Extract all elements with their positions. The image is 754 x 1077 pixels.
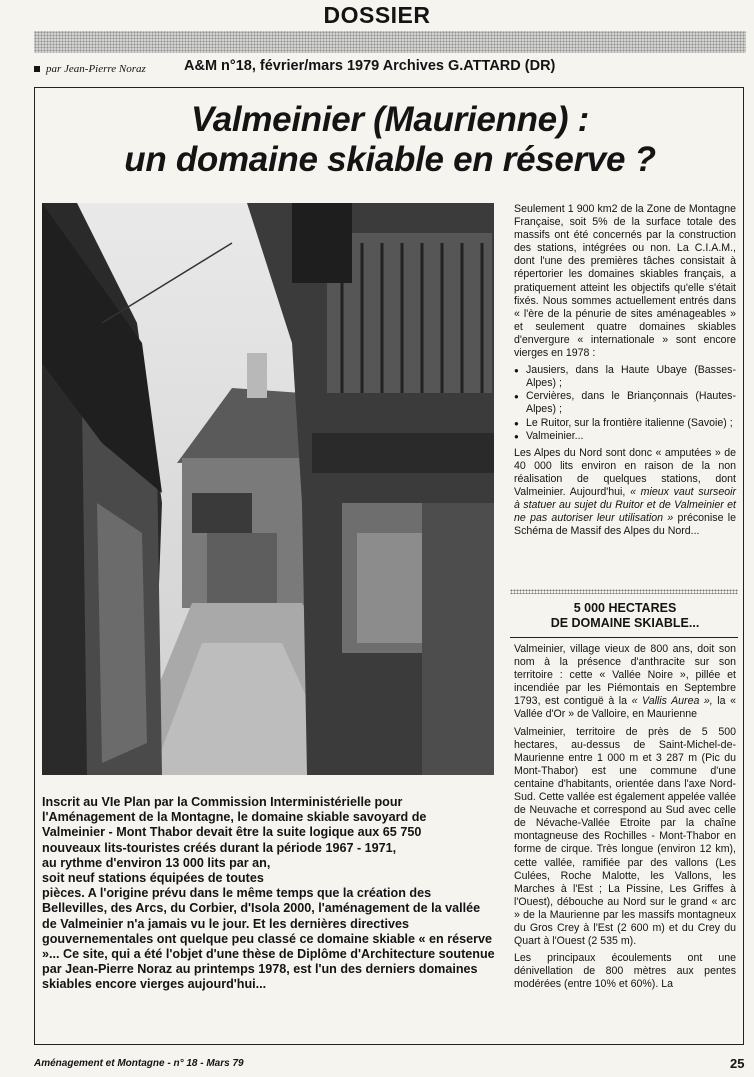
village-paragraph [514, 643, 736, 722]
alps-text-end: préconise le Schéma de Massif des Alpes du Nord... [514, 512, 736, 538]
vallis-aurea: « Vallis Aurea », [631, 695, 713, 708]
intro-paragraph: Seulement 1 900 km2 de la Zone de Montagne Française, soit 5% de la surface totale des massifs ont été concernés par la construction des stations, intégrées ou non. La C.I.A.M., dont l'une des premières tâches consistait à répertorier les domaines skiables français, a pratiquement atteint les objectifs qu'elle s'était fixés. Nous sommes actuellement entrés dans « l'ère de la pénurie de sites aménageables » et seulement quatre domaines skiables d'envergure « internationale » sont encore vierges en 1978 : [514, 203, 736, 360]
list-item: ● Jausiers, dans la Haute Ubaye (Basses-Alpes) ; [514, 364, 736, 390]
caption-line: Inscrit au VIe Plan par la Commission Interministérielle pour [42, 795, 403, 809]
subheading-rule [510, 637, 738, 638]
byline [34, 63, 146, 75]
subheading [514, 601, 736, 631]
ski-areas-list [514, 364, 736, 443]
caption-line: au rythme d'environ 13 000 lits par an, [42, 855, 271, 870]
square-bullet-icon [34, 66, 40, 72]
subheading-line-2: DE DOMAINE SKIABLE... [550, 616, 700, 630]
alps-quote: « mieux vaut surseoir à statuer au sujet du Ruitor et de Valmeinier et ne pas autoriser leur utilisation » [514, 485, 737, 525]
village-photo-illustration [42, 203, 494, 775]
footer-publication: Aménagement et Montagne - n° 18 - Mars 79 [34, 1058, 244, 1069]
right-column-bottom [514, 643, 736, 995]
byline-text: par Jean-Pierre Noraz [46, 63, 146, 75]
caption-rest: pièces. A l'origine prévu dans le même temps que la création des Bellevilles, des Arcs, du Corbier, d'Isola 2000, l'aménagement de la vallée de Valmeinier n'a jamais vu le jour. Et les dernières directives gouvernementales ont quelque peu classé ce domaine skiable « en réserve »... Ce site, qui a été l'objet d'une thèse de Diplôme d'Architecture soutenue par Jean-Pierre Noraz au printemps 1978, est l'un des derniers domaines skiables encore vierges aujourd'hui... [42, 886, 495, 992]
village-text-start: Valmeinier, village vieux de 800 ans, doit son nom à la présence d'anthracite sur son territoire : cette « Vallée Noire », pillée et incendiée par les Piémontais en Septembre 1793, est contiguë à la [514, 643, 736, 708]
title-line-1: Valmeinier (Maurienne) : [191, 100, 589, 139]
flows-paragraph: Les principaux écoulements ont une dénivellation de 800 mètres aux pentes modérées (entre 10% et 60%). La [514, 952, 736, 991]
page-number: 25 [730, 1056, 745, 1071]
halftone-separator [510, 589, 738, 594]
list-item: ● Valmeinier... [514, 430, 736, 443]
alps-paragraph [514, 447, 736, 539]
article-title [40, 100, 740, 180]
caption-line: Valmeinier - Mont Thabor devait être la suite logique aux 65 750 [42, 825, 422, 840]
photo-caption [42, 795, 498, 993]
caption-line: nouveaux lits-touristes créés durant la période 1967 - 1971, [42, 840, 397, 855]
territory-paragraph: Valmeinier, territoire de près de 5 500 hectares, au-dessus de Saint-Michel-de-Maurienne entre 1 000 m et 3 287 m (Pic du Mont-Thabor) est une commune d'une centaine d'habitants, orientée dans l'axe Nord-Sud. Cette vallée est également appelée vallée de Neuvache et correspond au Sud avec celle de Névache-Vallée Etroite par la chaîne montagneuse des Rochilles - Mont-Thabor en forme de cirque. Très longue (environ 12 km), cette vallée, ramifiée par des vallons (Les Culées, Roche Malotte, les Vallons, les Marches à l'Est ; La Pissine, Les Griffes à l'Ouest), débouche au Nord sur le grand « arc » de la Maurienne par les massifs montagneux du Gros Crey à l'Est (2 600 m) et du Crey du Quart à l'Ouest (2 535 m). [514, 725, 736, 948]
title-line-2: un domaine skiable en réserve ? [124, 140, 656, 179]
list-item: ● Cervières, dans le Briançonnais (Hautes-Alpes) ; [514, 390, 736, 416]
list-item: ● Le Ruitor, sur la frontière italienne (Savoie) ; [514, 417, 736, 430]
halftone-rule [34, 31, 746, 53]
section-title: DOSSIER [323, 2, 431, 28]
caption-line: soit neuf stations équipées de toutes [42, 871, 264, 886]
right-column-top [514, 203, 736, 542]
alps-text-start: Les Alpes du Nord sont donc « amputées » de 40 000 lits environ en raison de la non réalisation de quelques stations, dont Valmeinier. Aujourd'hui, [514, 446, 736, 498]
archive-credit: A&M n°18, février/mars 1979 Archives G.ATTARD (DR) [184, 58, 556, 74]
village-photo [42, 203, 494, 775]
village-text-end: la « Vallée d'Or » de Valloire, en Maurienne [514, 695, 736, 721]
caption-line: l'Aménagement de la Montagne, le domaine skiable savoyard de [42, 810, 427, 825]
subheading-line-1: 5 000 HECTARES [573, 601, 677, 615]
